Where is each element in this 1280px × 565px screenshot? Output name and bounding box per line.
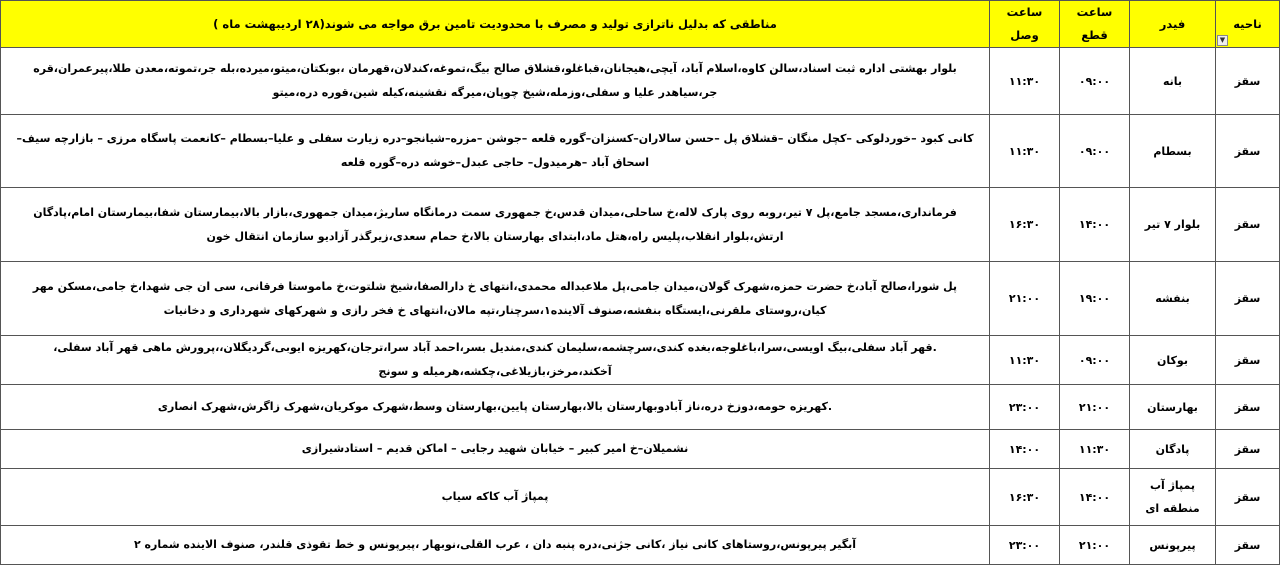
header-region[interactable]: ناحیه ▼ <box>1216 1 1280 48</box>
header-cut-time: ساعت قطع <box>1060 1 1130 48</box>
connect-time-cell: ۲۱:۰۰ <box>990 262 1060 336</box>
cut-time-cell: ۰۹:۰۰ <box>1060 48 1130 115</box>
feeder-cell: بنفشه <box>1130 262 1216 336</box>
filter-dropdown-icon[interactable]: ▼ <box>1217 35 1228 46</box>
header-areas: مناطقی که بدلیل ناترازی تولید و مصرف با محدودیت تامین برق مواجه می شوند(۲۸ اردیبهشت ماه ) <box>1 1 990 48</box>
cut-time-cell: ۱۹:۰۰ <box>1060 262 1130 336</box>
connect-time-cell: ۲۳:۰۰ <box>990 526 1060 565</box>
cut-time-cell: ۲۱:۰۰ <box>1060 526 1130 565</box>
region-cell: سقز <box>1216 262 1280 336</box>
cut-time-cell: ۰۹:۰۰ <box>1060 336 1130 385</box>
region-cell: سقز <box>1216 188 1280 262</box>
cut-time-cell: ۰۹:۰۰ <box>1060 115 1130 188</box>
header-feeder: فیدر <box>1130 1 1216 48</box>
cut-time-cell: ۱۱:۳۰ <box>1060 430 1130 469</box>
feeder-cell: پادگان <box>1130 430 1216 469</box>
region-cell: سقز <box>1216 430 1280 469</box>
areas-cell: بلوار بهشتی اداره ثبت اسناد،سالن کاوه،اسلام آباد، آیچی،هیجانان،قباغلو،قشلاق صالح بیگ،تموغه،کندلان،قهرمان ،بوبکتان،میتو،میرده،بله جر،تموته،معدن طلا،پیرعمران،قره جر،سیاهدر علیا و سفلی،وزمله،شیخ چوپان،میرگه نقشینه،کیله شین،قوره دره،میتو <box>1 48 990 115</box>
connect-time-cell: ۱۶:۳۰ <box>990 469 1060 526</box>
table-row <box>1 115 1280 188</box>
areas-cell: فرمانداری،مسجد جامع،پل ۷ تیر،روبه روی پارک لاله،خ ساحلی،میدان قدس،خ جمهوری سمت درمانگاه ساریژ،میدان جمهوری،بازار بالا،بیمارستان شفا،بیمارستان امام،پادگان ارتش،بلوار انقلاب،پلیس راه،هتل ماد،ابتدای بهارستان بالا،خ حمام سعدی،زیرگذر آزادیو سازمان انتقال خون <box>1 188 990 262</box>
table-row <box>1 262 1280 336</box>
connect-time-cell: ۱۱:۳۰ <box>990 48 1060 115</box>
connect-time-cell: ۱۱:۳۰ <box>990 336 1060 385</box>
areas-cell: آبگیر پیرپونس،روستاهای کانی نیاز ،کانی جژنی،دره پنبه دان ، عرب القلی،نوبهار ،پیرپونس و خط تقوذی قلندر، صنوف الاینده شماره ۲ <box>1 526 990 565</box>
connect-time-cell: ۲۳:۰۰ <box>990 385 1060 430</box>
connect-time-cell: ۱۴:۰۰ <box>990 430 1060 469</box>
feeder-cell: بلوار ۷ تیر <box>1130 188 1216 262</box>
cut-time-cell: ۲۱:۰۰ <box>1060 385 1130 430</box>
connect-time-cell: ۱۶:۳۰ <box>990 188 1060 262</box>
cut-time-cell: ۱۴:۰۰ <box>1060 469 1130 526</box>
areas-cell: کانی کبود –خوردلوکی –کچل منگان –قشلاق پل –حسن سالاران–کسنزان–گوره قلعه –جوشن –مزره–شیانجو–دره زیارت سفلی و علیا–بسطام –کانعمت پاسگاه مرزی – بازارچه سیف–اسحاق آباد –هرمیدول– حاجی عبدل–خوشه دره–گوره قلعه <box>1 115 990 188</box>
areas-cell: پل شورا،صالح آباد،خ حضرت حمزه،شهرک گولان،میدان جامی،پل ملاعبداله محمدی،انتهای خ دارالصفا،شیخ شلتوت،خ ماموستا فرقانی، سی ان جی شهدا،خ جامی،مسکن مهر کیان،روستای ملقرنی،ایستگاه بنفشه،صنوف آلاینده۱،سرچنار،تپه مالان،انتهای خ فخر رازی و شهرکهای شهرداری و دخانیات <box>1 262 990 336</box>
areas-cell: .قهر آباد سفلی،بیگ اویسی،سرا،باغلوجه،بغده کندی،سرچشمه،سلیمان کندی،مندیل بسر،احمد آباد سرا،ترجان،کهریزه ایوبی،گردیگلان،،پرورش ماهی قهر آباد سفلی، آخکند،مرخز،بازیلاغی،چکشه،هرمیله و سونج <box>1 336 990 385</box>
feeder-cell: بسطام <box>1130 115 1216 188</box>
areas-cell: پمپاژ آب کاکه سیاب <box>1 469 990 526</box>
table-row <box>1 385 1280 430</box>
region-cell: سقز <box>1216 385 1280 430</box>
table-row <box>1 469 1280 526</box>
feeder-cell: بهارستان <box>1130 385 1216 430</box>
feeder-cell: پیرپونس <box>1130 526 1216 565</box>
region-cell: سقز <box>1216 48 1280 115</box>
feeder-cell: بوکان <box>1130 336 1216 385</box>
header-row <box>1 1 1280 48</box>
table-row <box>1 430 1280 469</box>
areas-cell: نشمیلان–خ امیر کبیر – خیابان شهید رجایی – اماکن قدیم – استادشیرازی <box>1 430 990 469</box>
table-row <box>1 48 1280 115</box>
table-row <box>1 188 1280 262</box>
areas-cell: .کهریزه حومه،دوزخ دره،ناز آبادوبهارستان بالا،بهارستان پایین،بهارستان وسط،شهرک موکریان،شهرک زاگرش،شهرک انصاری <box>1 385 990 430</box>
connect-time-cell: ۱۱:۳۰ <box>990 115 1060 188</box>
region-cell: سقز <box>1216 115 1280 188</box>
region-cell: سقز <box>1216 526 1280 565</box>
region-cell: سقز <box>1216 336 1280 385</box>
table-row <box>1 526 1280 565</box>
feeder-cell: پمپاژ آب منطقه ای <box>1130 469 1216 526</box>
cut-time-cell: ۱۴:۰۰ <box>1060 188 1130 262</box>
feeder-cell: بانه <box>1130 48 1216 115</box>
region-cell: سقز <box>1216 469 1280 526</box>
header-connect-time: ساعت وصل <box>990 1 1060 48</box>
table-row <box>1 336 1280 385</box>
